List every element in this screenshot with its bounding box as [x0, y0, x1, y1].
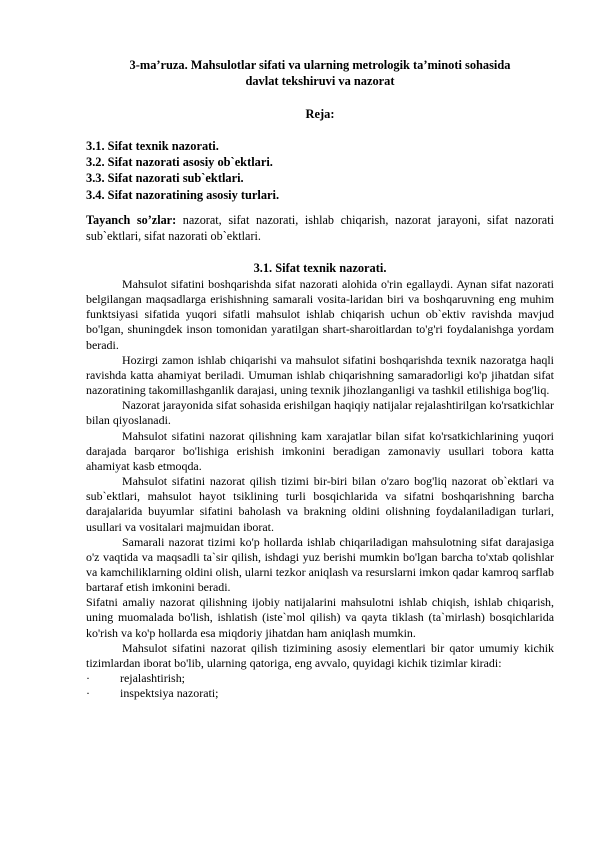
list-item-text: rejalashtirish; [120, 671, 185, 686]
plan-item: 3.4. Sifat nazoratining asosiy turlari. [86, 187, 280, 202]
keywords-paragraph [86, 212, 554, 245]
paragraph: Mahsulot sifatini nazorat qilish tizimi bir-biri bilan o'zaro bog'liq nazorat ob`ektlari va sub`ektlari, mahsulot hayot tsiklining turli bosqichlarida va sifatni boshqarishning barcha darajalarida buyumlar sifatini baholash va brakning oldini olishning foydalaniladigan turlari, usullari va vositalari majmuidan iborat. [86, 474, 554, 534]
paragraph: Hozirgi zamon ishlab chiqarishi va mahsulot sifatini boshqarishda texnik nazoratga haqli ravishda katta ahamiyat beriladi. Umuman ishlab chiqarishning samaradorligi ko'p jihatdan sifat nazoratining takomillashganlik darajasi, uning texnik jihozlanganligi va tashkil etilishiga bog'liq. [86, 352, 554, 398]
plan-list [86, 138, 554, 203]
paragraph: Nazorat jarayonida sifat sohasida erishilgan haqiqiy natijalar rejalashtirilgan ko'rsatkichlar bilan qiyoslanadi. [86, 398, 554, 428]
list-item [86, 686, 554, 701]
lecture-title-line-1: 3-ma’ruza. Mahsulotlar sifati va ularning metrologik ta’minoti sohasida [129, 58, 511, 72]
bullet-marker: · [86, 686, 90, 701]
paragraph: Mahsulot sifatini boshqarishda sifat nazorati alohida o'rin egallaydi. Aynan sifat nazorati belgilangan maqsadlarga erishishning samarali vosita-laridan biri va boshqaruvning eng muhim funktsiyasi sifatida yuqori sifatli mahsulot ishlab chiqarish uchun ob`ektiv ravishda mavjud bo'lgan, shuningdek inson tomonidan yaratilgan shart-sharoitlardan to'g'ri foydalanishga yordam beradi. [86, 277, 554, 352]
plan-item: 3.1. Sifat texnik nazorati. [86, 139, 219, 153]
keywords-text: nazorat, sifat nazorati, ishlab chiqarish, nazorat jarayoni, sifat nazorati sub`ektlari, sifat nazorati ob`ektlari. [86, 213, 554, 244]
section-body [86, 277, 554, 701]
paragraph: Mahsulot sifatini nazorat qilishning kam xarajatlar bilan sifat ko'rsatkichlarining yuqori darajada barqaror bo'lishiga erishish imkonini beradigan zamonaviy usullari tobora katta ahamiyat kasb etmoqda. [86, 428, 554, 473]
keywords-label: Tayanch so’zlar: [86, 213, 177, 227]
paragraph: Sifatni amaliy nazorat qilishning ijobiy natijalarini mahsulotni ishlab chiqish, ishlab chiqarish, uning muomalada bo'lish, ishlatish (iste`mol qilish) va qayta tiklash (ta`mirlash) bosqichlarida ko'rish va ko'p hollarda esa miqdoriy jihatdan ham aniqlash mumkin. [86, 595, 554, 640]
lecture-title [86, 58, 554, 89]
lecture-title-line-2: davlat tekshiruvi va nazorat [245, 73, 395, 88]
section-heading: 3.1. Sifat texnik nazorati. [253, 261, 387, 275]
plan-item: 3.2. Sifat nazorati asosiy ob`ektlari. [86, 155, 273, 170]
plan-item: 3.3. Sifat nazorati sub`ektlari. [86, 171, 244, 186]
list-item-text: inspektsiya nazorati; [120, 686, 219, 701]
plan-heading: Reja: [305, 107, 335, 121]
list-item [86, 671, 554, 686]
paragraph: Samarali nazorat tizimi ko'p hollarda ishlab chiqariladigan mahsulotning sifat darajasiga o'z vaqtida va maqsadli ta`sir qilish, ishdagi yuz berishi mumkin bo'lgan barcha to'xtab qolishlar va kamchiliklarning oldini olish, ularni tezkor aniqlash va resurslarni imkon qadar kamroq sarflab bartaraf etish imkonini beradi. [86, 534, 554, 595]
bullet-marker: · [86, 671, 90, 686]
paragraph: Mahsulot sifatini nazorat qilish tizimining asosiy elementlari bir qator umumiy kichik tizimlardan iborat bo'lib, ularning qatoriga, eng avvalo, quyidagi kichik tizimlar kiradi: [86, 640, 554, 670]
